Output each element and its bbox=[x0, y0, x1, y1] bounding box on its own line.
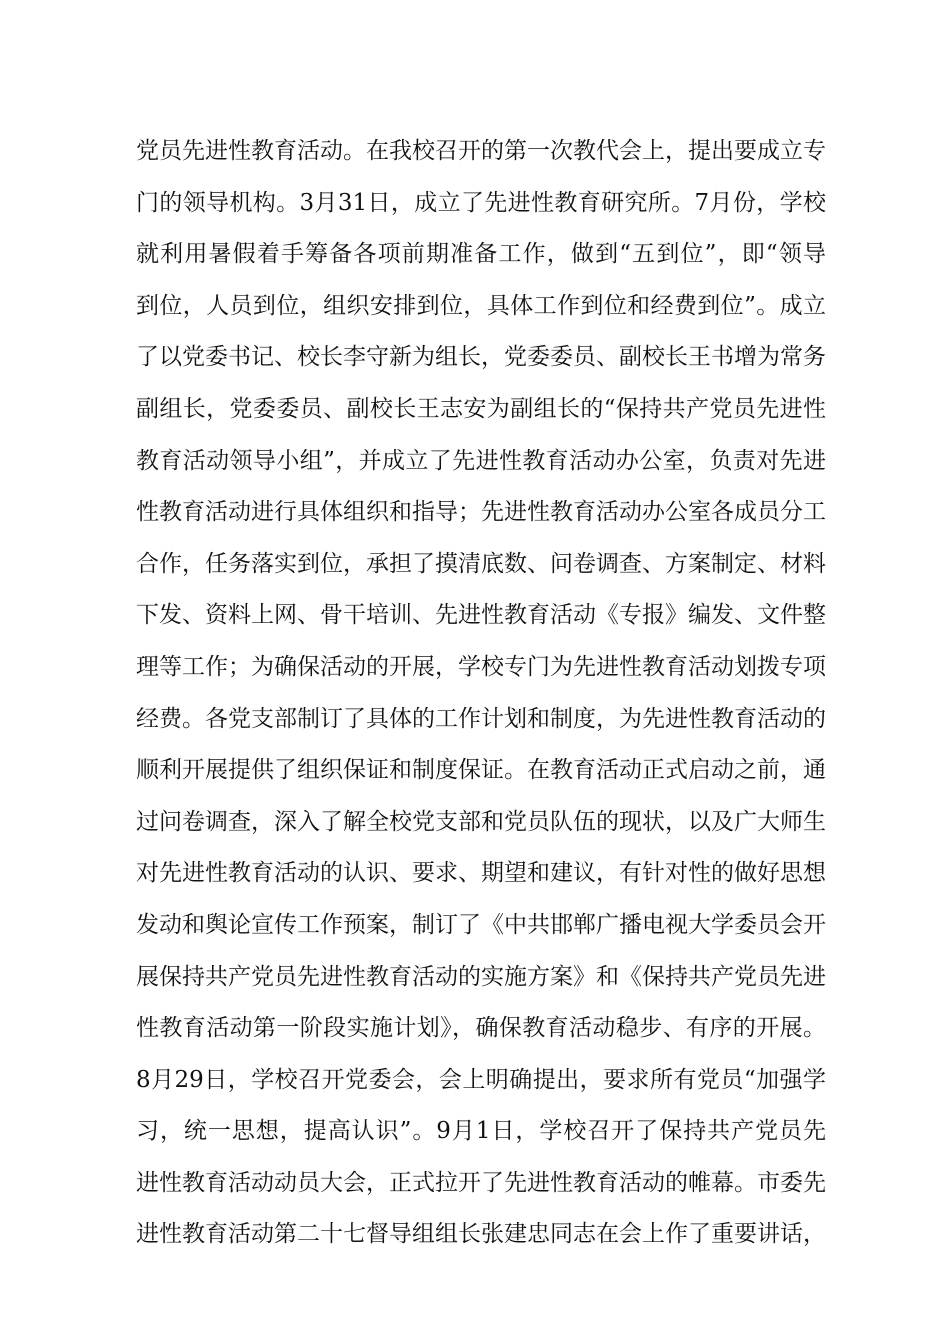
text-line: 合作，任务落实到位，承担了摸清底数、问卷调查、方案制定、材料 bbox=[136, 550, 826, 577]
text-line: 8月29日，学校召开党委会，会上明确提出，要求所有党员“加强学 bbox=[136, 1066, 826, 1093]
text-line: 下发、资料上网、骨干培训、先进性教育活动《专报》编发、文件整 bbox=[136, 602, 826, 629]
text-line: 展保持共产党员先进性教育活动的实施方案》和《保持共产党员先进 bbox=[136, 963, 826, 990]
text-line: 副组长，党委委员、副校长王志安为副组长的“保持共产党员先进性 bbox=[136, 395, 826, 422]
text-line: 经费。各党支部制订了具体的工作计划和制度，为先进性教育活动的 bbox=[136, 705, 826, 732]
text-line: 理等工作；为确保活动的开展，学校专门为先进性教育活动划拨专项 bbox=[136, 653, 826, 680]
text-line: 到位，人员到位，组织安排到位，具体工作到位和经费到位”。成立 bbox=[136, 292, 826, 319]
text-line: 发动和舆论宣传工作预案，制订了《中共邯郸广播电视大学委员会开 bbox=[136, 911, 826, 938]
text-line: 习，统一思想，提高认识”。9月1日，学校召开了保持共产党员先 bbox=[136, 1118, 826, 1145]
text-line: 教育活动领导小组”，并成立了先进性教育活动办公室，负责对先进 bbox=[136, 447, 826, 474]
text-line: 顺利开展提供了组织保证和制度保证。在教育活动正式启动之前，通 bbox=[136, 757, 826, 784]
text-line: 进性教育活动第二十七督导组组长张建忠同志在会上作了重要讲话， bbox=[136, 1221, 826, 1248]
text-line: 就利用暑假着手筹备各项前期准备工作，做到“五到位”，即“领导 bbox=[136, 241, 826, 268]
text-line: 进性教育活动动员大会，正式拉开了先进性教育活动的帷幕。市委先 bbox=[136, 1169, 826, 1196]
text-line: 对先进性教育活动的认识、要求、期望和建议，有针对性的做好思想 bbox=[136, 860, 826, 887]
text-line: 党员先进性教育活动。在我校召开的第一次教代会上，提出要成立专 bbox=[136, 138, 826, 164]
text-line: 门的领导机构。3月31日，成立了先进性教育研究所。7月份，学校 bbox=[136, 189, 826, 216]
text-line: 过问卷调查，深入了解全校党支部和党员队伍的现状，以及广大师生 bbox=[136, 808, 826, 835]
text-line: 了以党委书记、校长李守新为组长，党委委员、副校长王书增为常务 bbox=[136, 344, 826, 371]
text-line: 性教育活动进行具体组织和指导；先进性教育活动办公室各成员分工 bbox=[136, 499, 826, 526]
text-line: 性教育活动第一阶段实施计划》，确保教育活动稳步、有序的开展。 bbox=[136, 1015, 826, 1042]
body-paragraph bbox=[136, 126, 826, 1261]
